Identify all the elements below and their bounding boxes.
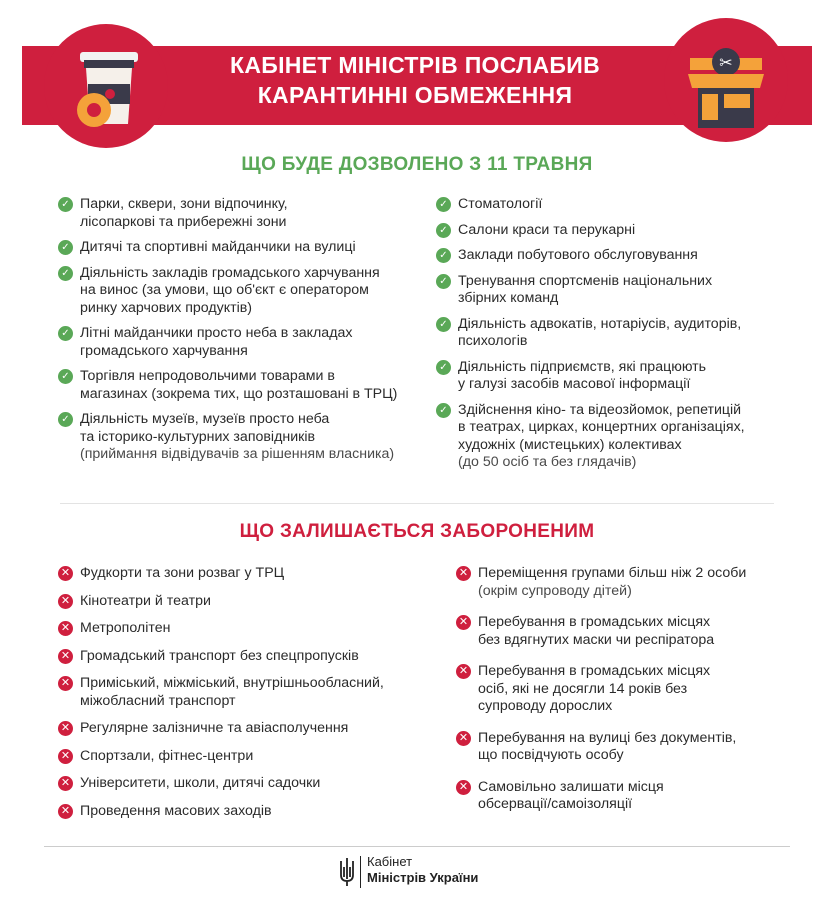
forbidden-item xyxy=(456,779,816,814)
section-divider xyxy=(60,503,774,504)
forbidden-right-list xyxy=(456,565,816,828)
item-text-line: обсервації/самоізоляції xyxy=(478,796,633,812)
item-text-line: лісопаркові та прибережні зони xyxy=(80,213,287,230)
forbidden-section-title: ЩО ЗАЛИШАЄТЬСЯ ЗАБОРОНЕНИМ xyxy=(239,521,595,542)
check-icon: ✓ xyxy=(58,240,73,255)
cross-icon: ✕ xyxy=(456,566,471,581)
cross-icon: ✕ xyxy=(58,594,73,609)
item-text-line: Фудкорти та зони розваг у ТРЦ xyxy=(80,565,285,581)
cross-icon: ✕ xyxy=(58,649,73,664)
footer-separator xyxy=(360,856,361,888)
allowed-item xyxy=(58,368,428,403)
item-text-line: Перебування в громадських місцях xyxy=(478,614,711,630)
item-text-line: Перебування в громадських місцях xyxy=(478,663,711,679)
item-text-line: Стоматології xyxy=(458,196,543,212)
item-text-line: Тренування спортсменів національних xyxy=(458,272,713,289)
check-icon: ✓ xyxy=(436,274,451,289)
forbidden-item xyxy=(58,620,438,638)
forbidden-item xyxy=(456,614,816,649)
item-text-line: психологів xyxy=(458,333,528,349)
check-icon: ✓ xyxy=(436,223,451,238)
item-text-line: Заклади побутового обслуговування xyxy=(458,247,698,263)
forbidden-item xyxy=(58,675,438,710)
allowed-item xyxy=(58,239,428,257)
forbidden-item xyxy=(456,663,816,716)
cross-icon: ✕ xyxy=(58,721,73,736)
allowed-item xyxy=(58,265,428,318)
allowed-item xyxy=(436,247,816,265)
check-icon: ✓ xyxy=(58,412,73,427)
item-text-line: Переміщення групами більш ніж 2 особи xyxy=(478,565,747,581)
allowed-item xyxy=(436,359,816,394)
forbidden-item xyxy=(58,748,438,766)
item-text-line: що посвідчують особу xyxy=(478,747,624,763)
allowed-item xyxy=(58,196,428,231)
item-text-line: Діяльність музеїв, музеїв просто неба xyxy=(80,411,330,427)
check-icon: ✓ xyxy=(436,403,451,418)
page-title xyxy=(150,50,680,110)
title-line-2: КАРАНТИННІ ОБМЕЖЕННЯ xyxy=(257,82,573,108)
item-text-line: Діяльність закладів громадського харчування xyxy=(80,264,380,281)
cross-icon: ✕ xyxy=(456,780,471,795)
allowed-item xyxy=(436,196,816,214)
footer-line-2: Міністрів України xyxy=(367,870,479,885)
item-text-line: в театрах, цирках, концертних організаціях, xyxy=(458,419,745,435)
forbidden-item xyxy=(58,593,438,611)
forbidden-item xyxy=(58,648,438,666)
item-text-line: художніх (мистецьких) колективах xyxy=(458,436,682,453)
item-text-line: Приміський, міжміський, внутрішньообласний, xyxy=(80,675,384,691)
allowed-item xyxy=(436,316,816,351)
cross-icon: ✕ xyxy=(456,731,471,746)
item-text-line: Проведення масових заходів xyxy=(80,802,272,819)
cross-icon: ✕ xyxy=(58,676,73,691)
item-text-line: Метрополітен xyxy=(80,620,171,636)
item-text-line: Торгівля непродовольчими товарами в xyxy=(80,368,335,384)
item-text-line: Парки, сквери, зони відпочинку, xyxy=(80,196,288,212)
cross-icon: ✕ xyxy=(456,664,471,679)
barber-shop-icon xyxy=(664,18,788,142)
check-icon: ✓ xyxy=(58,266,73,281)
forbidden-left-list xyxy=(58,565,438,830)
allowed-right-list xyxy=(436,196,816,480)
barber-shop-badge xyxy=(664,18,788,142)
check-icon: ✓ xyxy=(58,197,73,212)
forbidden-item xyxy=(456,730,816,765)
forbidden-item xyxy=(58,720,438,738)
item-text-line: Регулярне залізничне та авіасполучення xyxy=(80,720,349,736)
item-text-line: Спортзали, фітнес-центри xyxy=(80,747,254,764)
forbidden-item xyxy=(58,803,438,821)
cross-icon: ✕ xyxy=(58,776,73,791)
item-text-line: Самовільно залишати місця xyxy=(478,778,664,795)
item-text-line: міжобласний транспорт xyxy=(80,692,236,709)
item-text-line: у галузі засобів масової інформації xyxy=(458,376,691,392)
footer-divider xyxy=(44,846,790,847)
item-text-line: Університети, школи, дитячі садочки xyxy=(80,775,321,791)
check-icon: ✓ xyxy=(436,317,451,332)
item-text-line: Салони краси та перукарні xyxy=(458,221,636,238)
item-note: (до 50 осіб та без глядачів) xyxy=(458,454,637,470)
check-icon: ✓ xyxy=(58,326,73,341)
allowed-section-title: ЩО БУДЕ ДОЗВОЛЕНО З 11 ТРАВНЯ xyxy=(241,154,593,175)
svg-text:✂: ✂ xyxy=(719,53,733,72)
item-text-line: Дитячі та спортивні майданчики на вулиці xyxy=(80,239,356,255)
item-text-line: Діяльність підприємств, які працюють xyxy=(458,358,707,375)
allowed-item xyxy=(436,273,816,308)
check-icon: ✓ xyxy=(436,248,451,263)
item-text-line: магазинах (зокрема тих, що розташовані в ТРЦ) xyxy=(80,385,398,402)
item-text-line: Літні майданчики просто неба в закладах xyxy=(80,325,353,341)
allowed-left-list xyxy=(58,196,428,472)
item-text-line: громадського харчування xyxy=(80,342,248,359)
item-note: (приймання відвідувачів за рішенням власника) xyxy=(80,446,395,462)
forbidden-item xyxy=(456,565,816,600)
item-text-line: збірних команд xyxy=(458,290,559,306)
forbidden-item xyxy=(58,775,438,793)
item-text-line: супроводу дорослих xyxy=(478,698,613,714)
item-text-line: Кінотеатри й театри xyxy=(80,592,211,609)
cross-icon: ✕ xyxy=(58,804,73,819)
cross-icon: ✕ xyxy=(58,566,73,581)
item-text-line: на винос (за умови, що об'єкт є оператором xyxy=(80,282,369,298)
item-text-line: Діяльність адвокатів, нотаріусів, аудиторів, xyxy=(458,315,742,332)
item-text-line: Перебування на вулиці без документів, xyxy=(478,729,737,746)
item-text-line: ринку харчових продуктів) xyxy=(80,299,253,316)
trident-icon xyxy=(339,857,355,887)
item-text-line: Здійснення кіно- та відеозйомок, репетицій xyxy=(458,401,742,418)
item-text-line: Громадський транспорт без спецпропусків xyxy=(80,647,359,664)
item-text-line: та історико-культурних заповідників xyxy=(80,428,316,445)
item-text-line: осіб, які не досягли 14 років без xyxy=(478,680,688,697)
allowed-item xyxy=(436,402,816,472)
allowed-item xyxy=(436,222,816,240)
check-icon: ✓ xyxy=(436,360,451,375)
cross-icon: ✕ xyxy=(58,621,73,636)
cross-icon: ✕ xyxy=(58,749,73,764)
allowed-item xyxy=(58,411,428,464)
footer-line-1: Кабінет xyxy=(367,854,413,869)
item-text-line: без вдягнутих маски чи респіратора xyxy=(478,631,715,648)
check-icon: ✓ xyxy=(58,369,73,384)
title-line-1: КАБІНЕТ МІНІСТРІВ ПОСЛАБИВ xyxy=(229,52,600,78)
forbidden-item xyxy=(58,565,438,583)
cross-icon: ✕ xyxy=(456,615,471,630)
item-note: (окрім супроводу дітей) xyxy=(478,582,632,599)
allowed-item xyxy=(58,325,428,360)
check-icon: ✓ xyxy=(436,197,451,212)
